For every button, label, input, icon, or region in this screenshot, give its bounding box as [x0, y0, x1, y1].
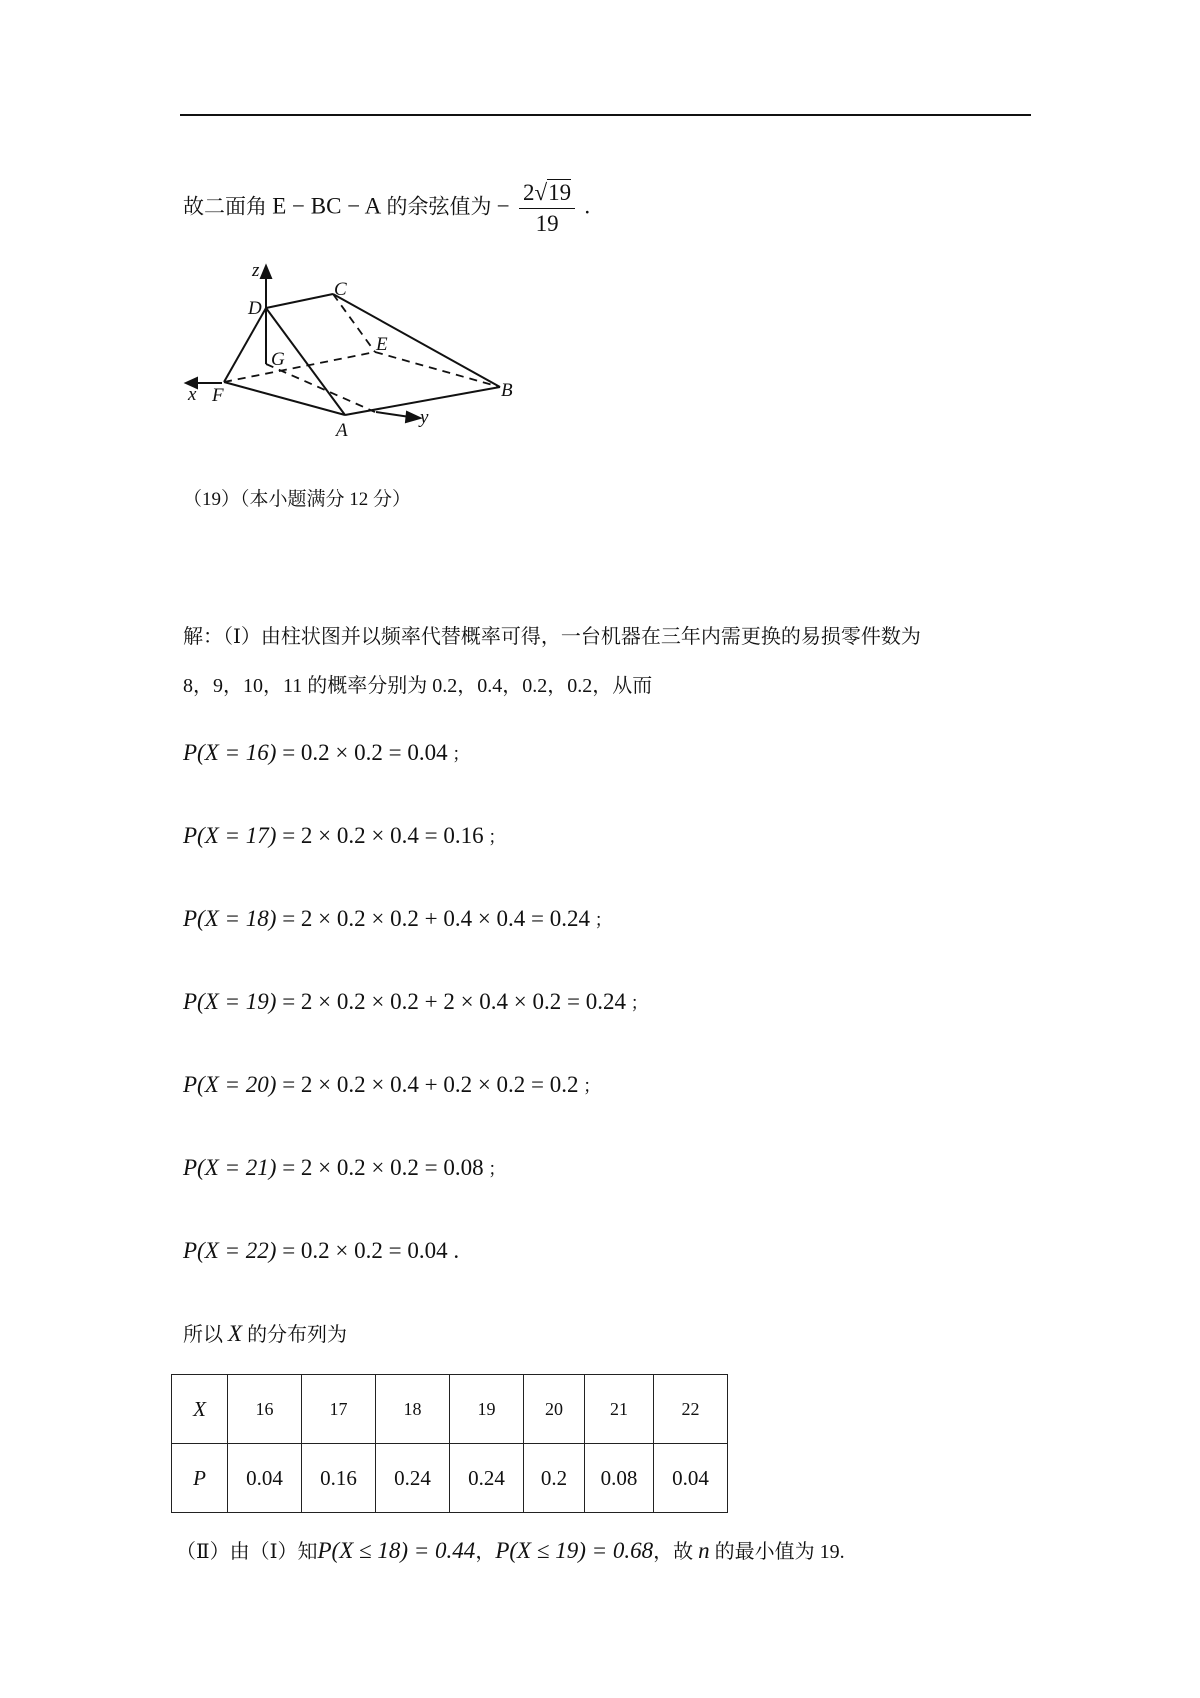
label-D: D [248, 298, 262, 319]
part1-line1: 解：（Ⅰ）由柱状图并以频率代替概率可得，一台机器在三年内需更换的易损零件数为 [183, 626, 921, 648]
eq-rhs: = 2 × 0.2 × 0.2 = 0.08 [276, 1155, 484, 1180]
p-cell: 0.08 [585, 1444, 654, 1513]
eq-end: ； [578, 1076, 602, 1096]
edge-DF [224, 308, 266, 382]
problem-heading: （19）（本小题满分 12 分） [183, 489, 412, 510]
label-E: E [376, 334, 388, 355]
intro-a: 所以 [183, 1324, 223, 1346]
conclusion-end: . [584, 193, 591, 219]
label-A: A [336, 420, 348, 441]
equation-21 [183, 1155, 506, 1181]
eq-lhs: P(X = 16) [183, 740, 277, 765]
part2-line [176, 1535, 845, 1564]
eq-rhs: = 2 × 0.2 × 0.4 + 0.2 × 0.2 = 0.2 [276, 1072, 579, 1097]
minus-sign: − [496, 193, 510, 219]
intro-var: X [228, 1321, 243, 1346]
x-cell: 18 [376, 1375, 450, 1444]
axis-G-y [266, 364, 375, 412]
eq-lhs: P(X = 17) [183, 823, 277, 848]
part2-a: （Ⅱ）由（Ⅰ）知 [176, 1541, 318, 1563]
eq-end: ； [483, 827, 507, 847]
eq-rhs: = 2 × 0.2 × 0.2 + 2 × 0.4 × 0.2 = 0.24 [276, 989, 626, 1014]
intro-b: 的分布列为 [247, 1324, 348, 1346]
p-cell: 0.16 [302, 1444, 376, 1513]
numerator-radicand: 19 [548, 180, 572, 205]
eq-end: ； [590, 910, 613, 930]
equation-18 [183, 906, 613, 932]
distribution-intro [183, 1318, 347, 1347]
edge-FA [224, 382, 345, 415]
p-cell: 0.24 [376, 1444, 450, 1513]
table-row-x [172, 1375, 728, 1444]
part2-expr1: P(X ≤ 18) = 0.44 [317, 1538, 476, 1563]
edge-DC [266, 294, 333, 308]
label-B: B [501, 380, 513, 401]
table-row-p [172, 1444, 728, 1513]
part1-line2: 8，9，10，11 的概率分别为 0.2，0.4，0.2，0.2，从而 [183, 675, 653, 697]
y-axis-line [376, 412, 410, 417]
conclusion-prefix: 故二面角 [183, 194, 267, 219]
part2-var: n [698, 1538, 710, 1563]
part2-c: ，故 [653, 1541, 694, 1563]
distribution-table [171, 1374, 728, 1513]
p-cell: 0.04 [654, 1444, 728, 1513]
x-cell: 21 [585, 1375, 654, 1444]
eq-lhs: P(X = 22) [183, 1238, 277, 1263]
fraction-denominator: 19 [535, 211, 559, 236]
p-cell: 0.24 [450, 1444, 524, 1513]
equation-19 [183, 989, 649, 1015]
part2-expr2: P(X ≤ 19) = 0.68 [495, 1538, 654, 1563]
eq-lhs: P(X = 20) [183, 1072, 277, 1097]
x-cell: 20 [524, 1375, 585, 1444]
x-cell: 16 [228, 1375, 302, 1444]
eq-lhs: P(X = 19) [183, 989, 277, 1014]
equation-16 [183, 740, 470, 766]
edge-EB [375, 352, 500, 387]
part2-b: ， [475, 1541, 496, 1563]
eq-lhs: P(X = 18) [183, 906, 277, 931]
x-cell: 19 [450, 1375, 524, 1444]
dihedral-angle: E − BC − A [272, 193, 382, 219]
conclusion-mid: 的余弦值为 [386, 194, 492, 219]
eq-end: . [447, 1238, 460, 1263]
eq-end: ； [447, 744, 471, 764]
p-cell: 0.04 [228, 1444, 302, 1513]
label-C: C [334, 279, 347, 300]
numerator-coef: 2 [523, 180, 535, 205]
p-cell: 0.2 [524, 1444, 585, 1513]
label-y: y [420, 407, 429, 428]
label-z: z [252, 260, 260, 281]
eq-lhs: P(X = 21) [183, 1155, 277, 1180]
x-cell: 22 [654, 1375, 728, 1444]
equation-22 [183, 1238, 459, 1264]
edge-CE [333, 294, 375, 352]
eq-rhs: = 0.2 × 0.2 = 0.04 [276, 1238, 448, 1263]
label-G: G [271, 349, 285, 370]
y-axis-arrow [406, 412, 420, 422]
equation-20 [183, 1072, 601, 1098]
equation-17 [183, 823, 506, 849]
eq-rhs: = 0.2 × 0.2 = 0.04 [276, 740, 448, 765]
label-F: F [212, 385, 224, 406]
fraction-numerator: 2√19 [519, 180, 575, 209]
part2-d: 的最小值为 19. [714, 1541, 845, 1563]
row-header-p: P [172, 1444, 228, 1513]
z-axis-arrow [261, 266, 271, 278]
eq-end: ； [483, 1159, 507, 1179]
row-header-x: X [172, 1375, 228, 1444]
edge-FE [224, 352, 375, 382]
eq-end: ； [626, 993, 649, 1013]
x-cell: 17 [302, 1375, 376, 1444]
eq-rhs: = 2 × 0.2 × 0.2 + 0.4 × 0.4 = 0.24 [276, 906, 591, 931]
label-x: x [188, 384, 197, 405]
edge-CB [333, 294, 500, 387]
eq-rhs: = 2 × 0.2 × 0.4 = 0.16 [276, 823, 484, 848]
